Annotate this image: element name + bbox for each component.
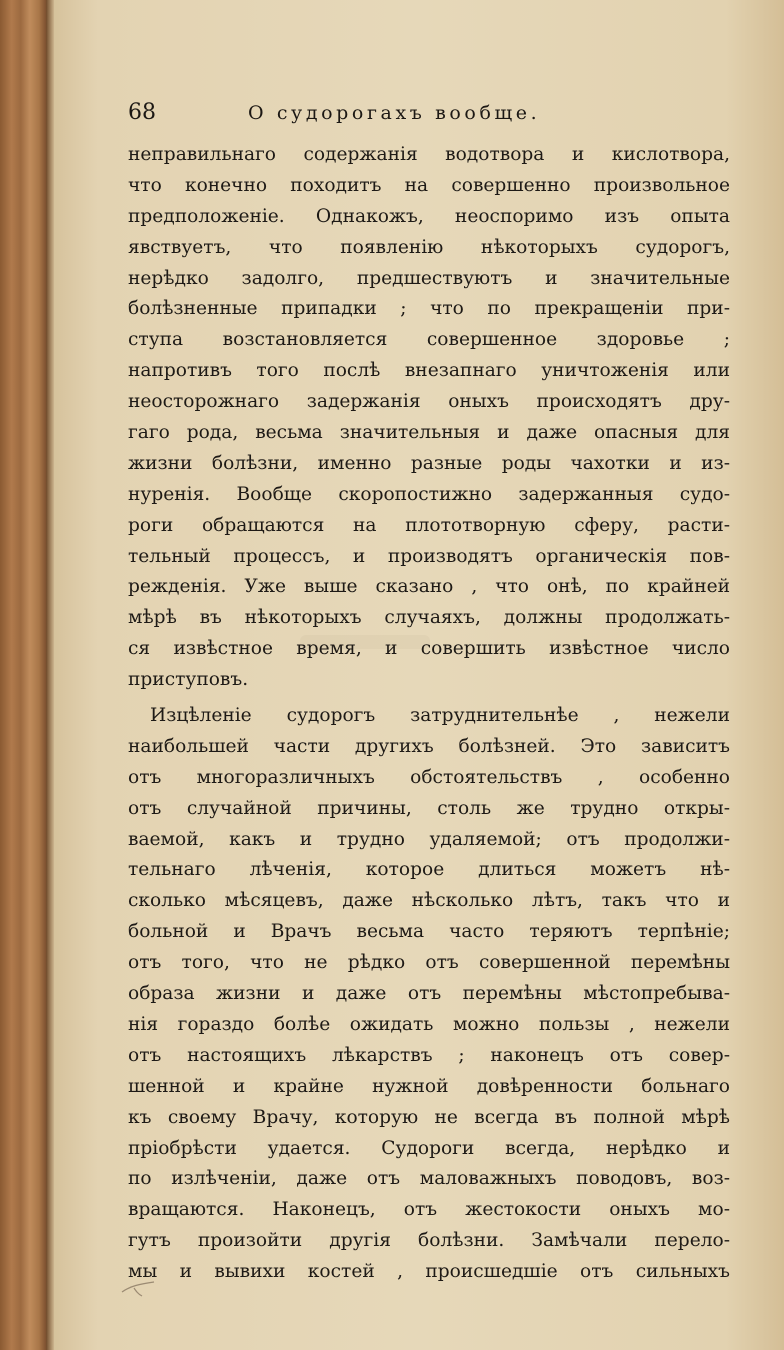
- text-line: болѣзненные припадки ; что по прекращеніи при-: [128, 298, 730, 320]
- text-line: приступовъ.: [128, 669, 249, 691]
- text-line: явствуетъ, что появленію нѣкоторыхъ судорогъ,: [128, 236, 730, 258]
- text-line: гутъ произойти другія болѣзни. Замѣчали перело-: [128, 1230, 730, 1252]
- text-line: гаго рода, весьма значительныя и даже опасныя для: [128, 422, 730, 444]
- text-line: напротивъ того послѣ внезапнаго уничтоженія или: [128, 360, 730, 382]
- text-line: мы и вывихи костей , происшедшіе отъ сильныхъ: [128, 1261, 730, 1283]
- text-line: сколько мѣсяцевъ, даже нѣсколько лѣтъ, такъ что и: [128, 890, 730, 912]
- text-line: Изцѣленіе судорогъ затруднительнѣе , нежели: [150, 705, 730, 727]
- text-line: тельнаго лѣченія, которое длиться можетъ нѣ-: [128, 859, 730, 881]
- text-line: къ своему Врачу, которую не всегда въ полной мѣрѣ: [128, 1106, 730, 1128]
- text-line: мѣрѣ въ нѣкоторыхъ случаяхъ, должны продолжать-: [128, 607, 730, 629]
- text-line: ступа возстановляется совершенное здоровье ;: [128, 329, 730, 351]
- text-line: что конечно походитъ на совершенно произвольное: [128, 174, 730, 196]
- text-line: отъ настоящихъ лѣкарствъ ; наконецъ отъ совер-: [128, 1044, 730, 1066]
- text-line: нуренія. Вообще скоропостижно задержанныя судо-: [128, 483, 730, 505]
- page-gutter: [46, 0, 54, 1350]
- text-line: роги обращаются на плототворную сферу, расти-: [128, 514, 730, 536]
- text-line: жизни болѣзни, именно разные роды чахотки и из-: [128, 452, 730, 474]
- running-head: [128, 100, 728, 134]
- text-line: ваемой, какъ и трудно удаляемой; отъ продолжи-: [128, 828, 730, 850]
- text-line: отъ случайной причины, столь же трудно откры-: [128, 797, 730, 819]
- text-line: наибольшей части другихъ болѣзней. Это зависитъ: [128, 735, 730, 757]
- page-number: 68: [128, 100, 156, 125]
- text-line: вращаются. Наконецъ, отъ жестокости оныхъ мо-: [128, 1199, 730, 1221]
- text-line: отъ многоразличныхъ обстоятельствъ , особенно: [128, 766, 730, 788]
- text-line: нія гораздо болѣе ожидать можно пользы , нежели: [128, 1013, 730, 1035]
- text-line: предположеніе. Однакожъ, неоспоримо изъ опыта: [128, 205, 730, 227]
- text-line: режденія. Уже выше сказано , что онѣ, по крайней: [128, 576, 730, 598]
- text-line: больной и Врачъ весьма часто теряютъ терпѣніе;: [128, 921, 730, 943]
- text-line: образа жизни и даже отъ перемѣны мѣстопребыва-: [128, 983, 730, 1005]
- body-text: [128, 140, 730, 1288]
- text-line: ся извѣстное время, и совершить извѣстное число: [128, 638, 730, 660]
- text-line: отъ того, что не рѣдко отъ совершенной перемѣны: [128, 952, 730, 974]
- text-line: пріобрѣсти удается. Судороги всегда, нерѣдко и: [128, 1137, 730, 1159]
- running-title: О судорогахъ вообще.: [248, 102, 541, 124]
- text-line: неправильнаго содержанія водотвора и кислотвора,: [128, 144, 730, 165]
- book-edge: [0, 0, 46, 1350]
- pen-mark: [120, 1278, 160, 1298]
- text-line: по излѣченіи, даже отъ маловажныхъ поводовъ, воз-: [128, 1168, 730, 1190]
- text-line: неосторожнаго задержанія оныхъ происходятъ дру-: [128, 391, 730, 413]
- text-line: шенной и крайне нужной довѣренности больнаго: [128, 1075, 730, 1097]
- text-line: тельный процессъ, и производятъ органическія пов-: [128, 545, 730, 567]
- text-line: нерѣдко задолго, предшествуютъ и значительные: [128, 267, 730, 289]
